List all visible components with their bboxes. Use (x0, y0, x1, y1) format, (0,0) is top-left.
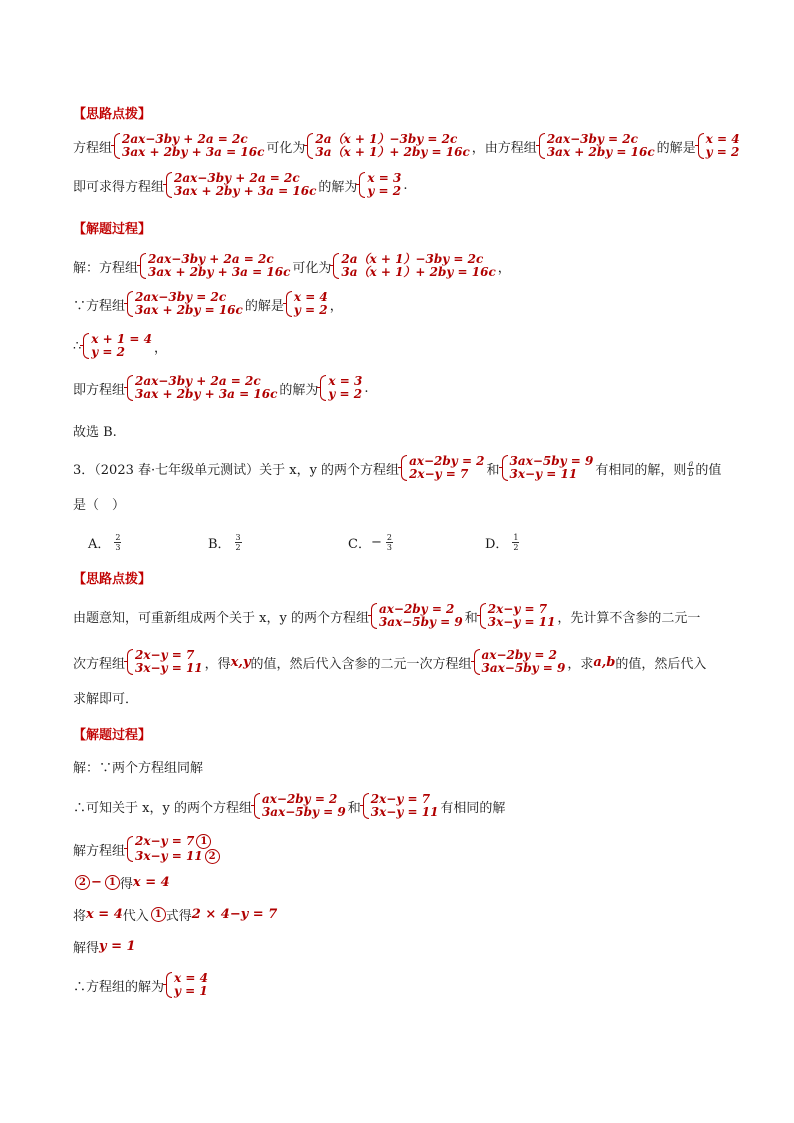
equation-system: x = 3 y = 2 (359, 172, 401, 198)
circled-number: 1 (151, 907, 166, 922)
section-header: 【思路点拨】 (73, 107, 152, 122)
hint1-line-1: 方程组 2ax−3by + 2a = 2c 3ax + 2by + 3a = 16c 可化为 2a（x + 1）−3by = 2c 3a（x + 1）+ 2by = 16c ，由方程组 2ax−3by = 2c 3ax + 2by = 16c 的解是 x = 4 y = 2 (73, 132, 740, 159)
equation-system: 2a（x + 1）−3by = 2c 3a（x + 1）+ 2by = 16c (307, 133, 469, 159)
hint-header-2 (73, 568, 734, 587)
answer-choice: 故选 B. (73, 425, 117, 440)
process2-line-7: ∴方程组的解为 x = 4 y = 1 (73, 971, 208, 998)
circled-number: 2 (205, 849, 220, 864)
equation-system: 2a（x + 1）−3by = 2c 3a（x + 1）+ 2by = 16c (333, 253, 495, 279)
hint2-line-3: 求解即可． (73, 692, 139, 707)
option-b[interactable]: B． $\frac{3}{2}$ (208, 533, 241, 552)
section-header: 【解题过程】 (73, 728, 152, 743)
equation-system: ax−2by = 2 3ax−5by = 9 (254, 793, 346, 819)
equation-system: ax−2by = 2 3ax−5by = 9 (474, 649, 566, 675)
hint2-line-2: 次方程组 2x−y = 7 3x−y = 11 ，得 x,y 的值，然后代入含参的二元一次方程组 ax−2by = 2 3ax−5by = 9 ，求 a,b 的值，然后代入 (73, 648, 707, 675)
process2-line-5: 将 x = 4 代入 1 式得 2 × 4−y = 7 (73, 907, 278, 924)
equation-system: 2ax−3by + 2a = 2c 3ax + 2by + 3a = 16c (166, 172, 316, 198)
process2-line-2: ∴可知关于 x，y 的两个方程组 ax−2by = 2 3ax−5by = 9 和 2x−y = 7 3x−y = 11 有相同的解 (73, 792, 506, 819)
equation-system: 2ax−3by + 2a = 2c 3ax + 2by + 3a = 16c (140, 253, 290, 279)
equation-system: x = 4 y = 2 (698, 133, 740, 159)
equation-system: 2ax−3by + 2a = 2c 3ax + 2by + 3a = 16c (114, 133, 264, 159)
equation-system: x + 1 = 4 y = 2 (83, 333, 152, 359)
equation-system: x = 3 y = 2 (320, 375, 362, 401)
hint2-line-1: 由题意知，可重新组成两个关于 x，y 的两个方程组 ax−2by = 2 3ax−5by = 9 和 2x−y = 7 3x−y = 11 ，先计算不含参的二元一 (73, 602, 701, 629)
process2-line-6: 解得 y = 1 (73, 939, 136, 956)
equation-system: 2ax−3by = 2c 3ax + 2by = 16c (127, 291, 243, 317)
equation-system: ax−2by = 2 3ax−5by = 9 (371, 603, 463, 629)
equation-system: 2x−y = 7 3x−y = 11 (127, 649, 203, 675)
section-header: 【思路点拨】 (73, 572, 152, 587)
question-3-line-1: 3．（2023 春·七年级单元测试）关于 x，y 的两个方程组 ax−2by = 2 2x−y = 7 和 3ax−5by = 9 3x−y = 11 有相同的解，则 $\frac{a}{b}$ 的值 (73, 454, 722, 481)
option-d[interactable]: D． $\frac{1}{2}$ (485, 533, 519, 552)
equation-system: 3ax−5by = 9 3x−y = 11 (502, 455, 594, 481)
equation-system: 2ax−3by = 2c 3ax + 2by = 16c (539, 133, 655, 159)
hint-header-1 (73, 103, 734, 122)
process1-line-1: 解：方程组 2ax−3by + 2a = 2c 3ax + 2by + 3a = 16c 可化为 2a（x + 1）−3by = 2c 3a（x + 1）+ 2by = 16c ， (73, 252, 511, 279)
equation-system: x = 4 y = 1 (166, 972, 208, 998)
process1-line-4: 即方程组 2ax−3by + 2a = 2c 3ax + 2by + 3a = 16c 的解为 x = 3 y = 2 . (73, 374, 369, 401)
equation-system: 2x−y = 7 3x−y = 11 (480, 603, 556, 629)
circled-number: 1 (105, 875, 120, 890)
section-header: 【解题过程】 (73, 222, 152, 237)
process1-line-3: ∴ x + 1 = 4 y = 2 ， (73, 332, 167, 359)
equation-system: 2ax−3by + 2a = 2c 3ax + 2by + 3a = 16c (127, 375, 277, 401)
process1-line-5 (73, 421, 734, 440)
option-a[interactable]: A． $\frac{2}{3}$ (88, 533, 121, 552)
question-3-line-2: 是（ ） (73, 498, 126, 513)
equation-system: 2x−y = 7 1 3x−y = 11 2 (127, 834, 220, 864)
equation-system: x = 4 y = 2 (286, 291, 328, 317)
process2-line-4: 2 − 1 得 x = 4 (73, 873, 734, 892)
process-header-2 (73, 724, 734, 743)
process2-line-1: 解：∵两个方程组同解 (73, 761, 204, 776)
fraction-a-over-b: $\frac{a}{b}$ (688, 458, 694, 478)
equation-system: 2x−y = 7 3x−y = 11 (363, 793, 439, 819)
answer-options (88, 533, 588, 553)
circled-number: 2 (75, 875, 90, 890)
process-header-1 (73, 218, 734, 237)
hint1-line-2: 即可求得方程组 2ax−3by + 2a = 2c 3ax + 2by + 3a = 16c 的解为 x = 3 y = 2 . (73, 171, 408, 198)
process2-line-3: 解方程组 2x−y = 7 1 3x−y = 11 2 (73, 834, 734, 864)
equation-system: ax−2by = 2 2x−y = 7 (401, 455, 484, 481)
process1-line-2: ∵方程组 2ax−3by = 2c 3ax + 2by = 16c 的解是 x = 4 y = 2 ， (73, 290, 343, 317)
option-c[interactable]: C． − $\frac{2}{3}$ (348, 533, 392, 552)
circled-number: 1 (196, 834, 211, 849)
